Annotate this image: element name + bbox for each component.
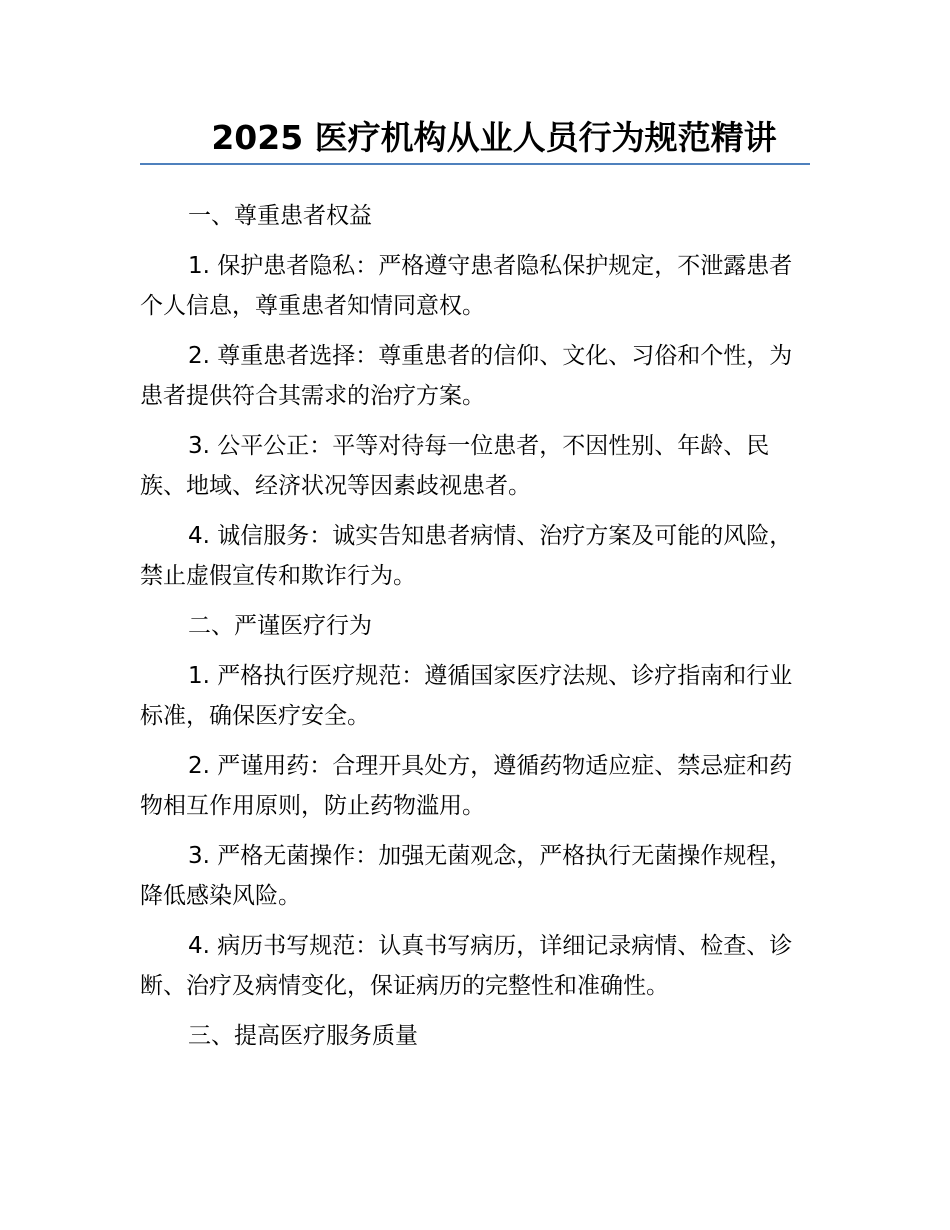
paragraph: 1. 严格执行医疗规范：遵循国家医疗法规、诊疗指南和行业标准，确保医疗安全。 [140,663,793,729]
section-heading: 一、尊重患者权益 [188,203,372,229]
paragraph: 4. 病历书写规范：认真书写病历，详细记录病情、检查、诊断、治疗及病情变化，保证病历的完整性和准确性。 [140,933,793,999]
section-heading: 三、提高医疗服务质量 [188,1023,418,1049]
title-divider [140,163,810,165]
document-body [140,196,812,1066]
paragraph: 3. 公平公正：平等对待每一位患者，不因性别、年龄、民族、地域、经济状况等因素歧视患者。 [140,433,770,499]
paragraph: 2. 尊重患者选择：尊重患者的信仰、文化、习俗和个性，为患者提供符合其需求的治疗方案。 [140,343,793,409]
paragraph: 4. 诚信服务：诚实告知患者病情、治疗方案及可能的风险，禁止虚假宣传和欺诈行为。 [140,523,793,589]
paragraph: 2. 严谨用药：合理开具处方，遵循药物适应症、禁忌症和药物相互作用原则，防止药物滥用。 [140,753,793,819]
paragraph: 1. 保护患者隐私：严格遵守患者隐私保护规定，不泄露患者个人信息，尊重患者知情同意权。 [140,253,793,319]
section-heading: 二、严谨医疗行为 [188,613,372,639]
paragraph: 3. 严格无菌操作：加强无菌观念，严格执行无菌操作规程，降低感染风险。 [140,843,793,909]
document-title: 2025 医疗机构从业人员行为规范精讲 [211,118,777,157]
